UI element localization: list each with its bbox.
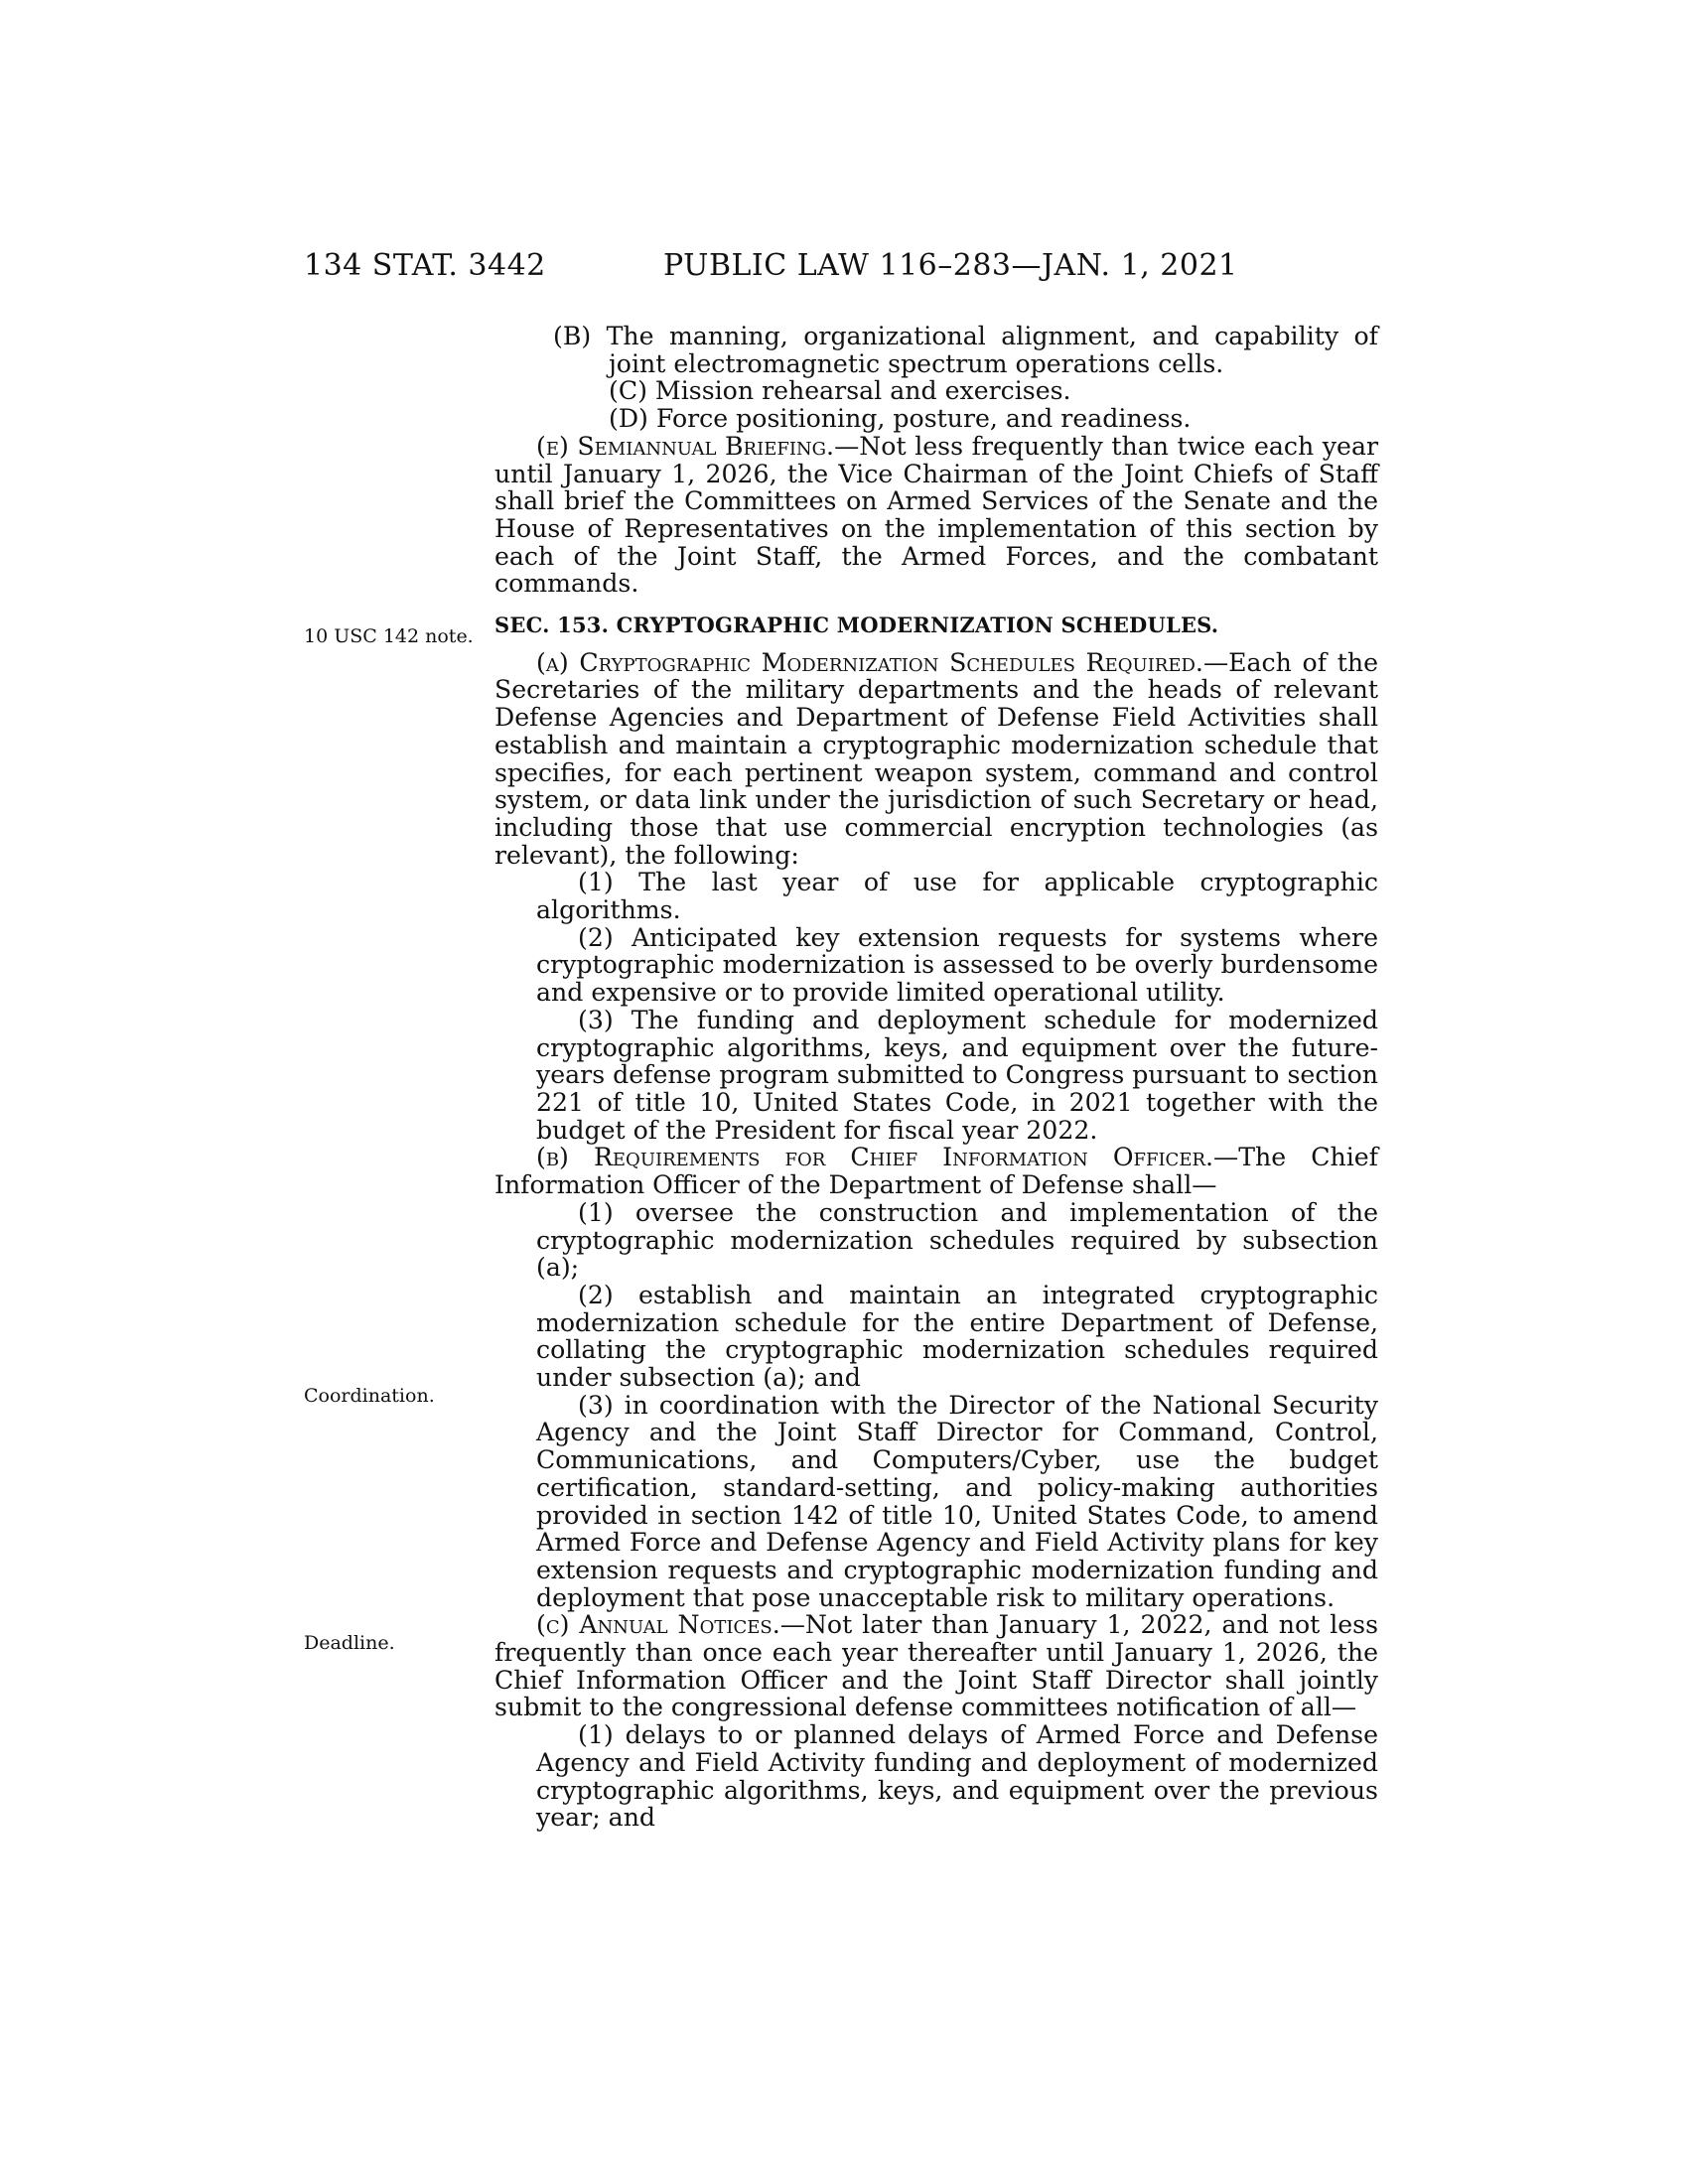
- margin-note-deadline: Deadline.: [304, 1632, 395, 1654]
- paragraph-a1: (1) The last year of use for applicable cryptographic algorithms.: [536, 868, 1378, 925]
- subsection-e-text: —Not less frequently than twice each year until January 1, 2026, the Vice Chairman of the Joint Chiefs of Staff shall brief the Committees on Armed Services of the Senate and the House of Representatives on the implementation of this section by each of the Joint Staff, the Armed Forces, and the combatant commands.: [494, 431, 1378, 599]
- subsection-a-text: —Each of the Secretaries of the military departments and the heads of relevant Defense Agencies and Department of Defense Field Activities shall establish and maintain a cryptographic modernization schedule that specifies, for each pertinent weapon system, command and control system, or data link under the jurisdiction of such Secretary or head, including those that use commercial encryption technologies (as relevant), the following:: [494, 647, 1378, 870]
- subsection-e-heading: (e) Semiannual Briefing.: [536, 431, 835, 461]
- paragraph-a2: (2) Anticipated key extension requests for systems where cryptographic modernization is assessed to be overly burdensome and expensive or to provide limited operational utility.: [536, 922, 1378, 1008]
- running-header: PUBLIC LAW 116–283—JAN. 1, 2021: [663, 248, 1238, 283]
- margin-note-coordination: Coordination.: [304, 1385, 435, 1407]
- paragraph-d-C: (C) Mission rehearsal and exercises.: [609, 376, 1071, 406]
- margin-note-usc: 10 USC 142 note.: [304, 625, 474, 647]
- paragraph-b3: (3) in coordination with the Director of the National Security Agency and the Joint Staff Director for Command, Control, Communications, and Computers/Cyber, use the budget certification, standard-setting, and policy-making authorities provided in section 142 of title 10, United States Code, to amend Armed Force and Defense Agency and Field Activity plans for key extension requests and cryptographic modernization funding and deployment that pose unacceptable risk to military operations.: [536, 1390, 1378, 1612]
- subsection-a-heading: (a) Cryptographic Modernization Schedules Required.: [536, 647, 1203, 677]
- subsection-c-text: —Not later than January 1, 2022, and not less frequently than once each year thereafter until January 1, 2026, the Chief Information Officer and the Joint Staff Director shall jointly submit to the congressional defense committees notification of all—: [494, 1610, 1379, 1722]
- paragraph-b1: (1) oversee the construction and implementation of the cryptographic modernization schedules required by subsection (a);: [536, 1197, 1378, 1283]
- subsection-e: [494, 433, 1378, 598]
- subsection-b-heading: (b) Requirements for Chief Information Officer.: [536, 1143, 1214, 1172]
- subsection-a: [494, 649, 1378, 870]
- body-text: [494, 323, 1378, 1832]
- paragraph-a3: (3) The funding and deployment schedule for modernized cryptographic algorithms, keys, and equipment over the future-years defense program submitted to Congress pursuant to section 221 of title 10, United States Code, in 2021 together with the budget of the President for fiscal year 2022.: [536, 1005, 1378, 1145]
- subsection-c-heading: (c) Annual Notices.: [536, 1610, 780, 1640]
- subsection-b: [494, 1144, 1378, 1198]
- subsection-c: [494, 1611, 1378, 1721]
- stat-citation: 134 STAT. 3442: [304, 248, 546, 283]
- paragraph-b2: (2) establish and maintain an integrated cryptographic modernization schedule for the entire Department of Defense, collating the cryptographic modernization schedules required under subsection (a); and: [536, 1280, 1378, 1393]
- section-title: SEC. 153. CRYPTOGRAPHIC MODERNIZATION SCHEDULES.: [494, 613, 1219, 638]
- paragraph-d-B: (B) The manning, organizational alignment, and capability of joint electromagnetic spectrum operations cells.: [553, 322, 1378, 378]
- subsection-b-text: —The Chief Information Officer of the Department of Defense shall—: [494, 1143, 1378, 1200]
- paragraph-c1: (1) delays to or planned delays of Armed Force and Defense Agency and Field Activity funding and deployment of modernized cryptographic algorithms, keys, and equipment over the previous year; and: [536, 1720, 1378, 1833]
- paragraph-d-D: (D) Force positioning, posture, and readiness.: [609, 404, 1192, 434]
